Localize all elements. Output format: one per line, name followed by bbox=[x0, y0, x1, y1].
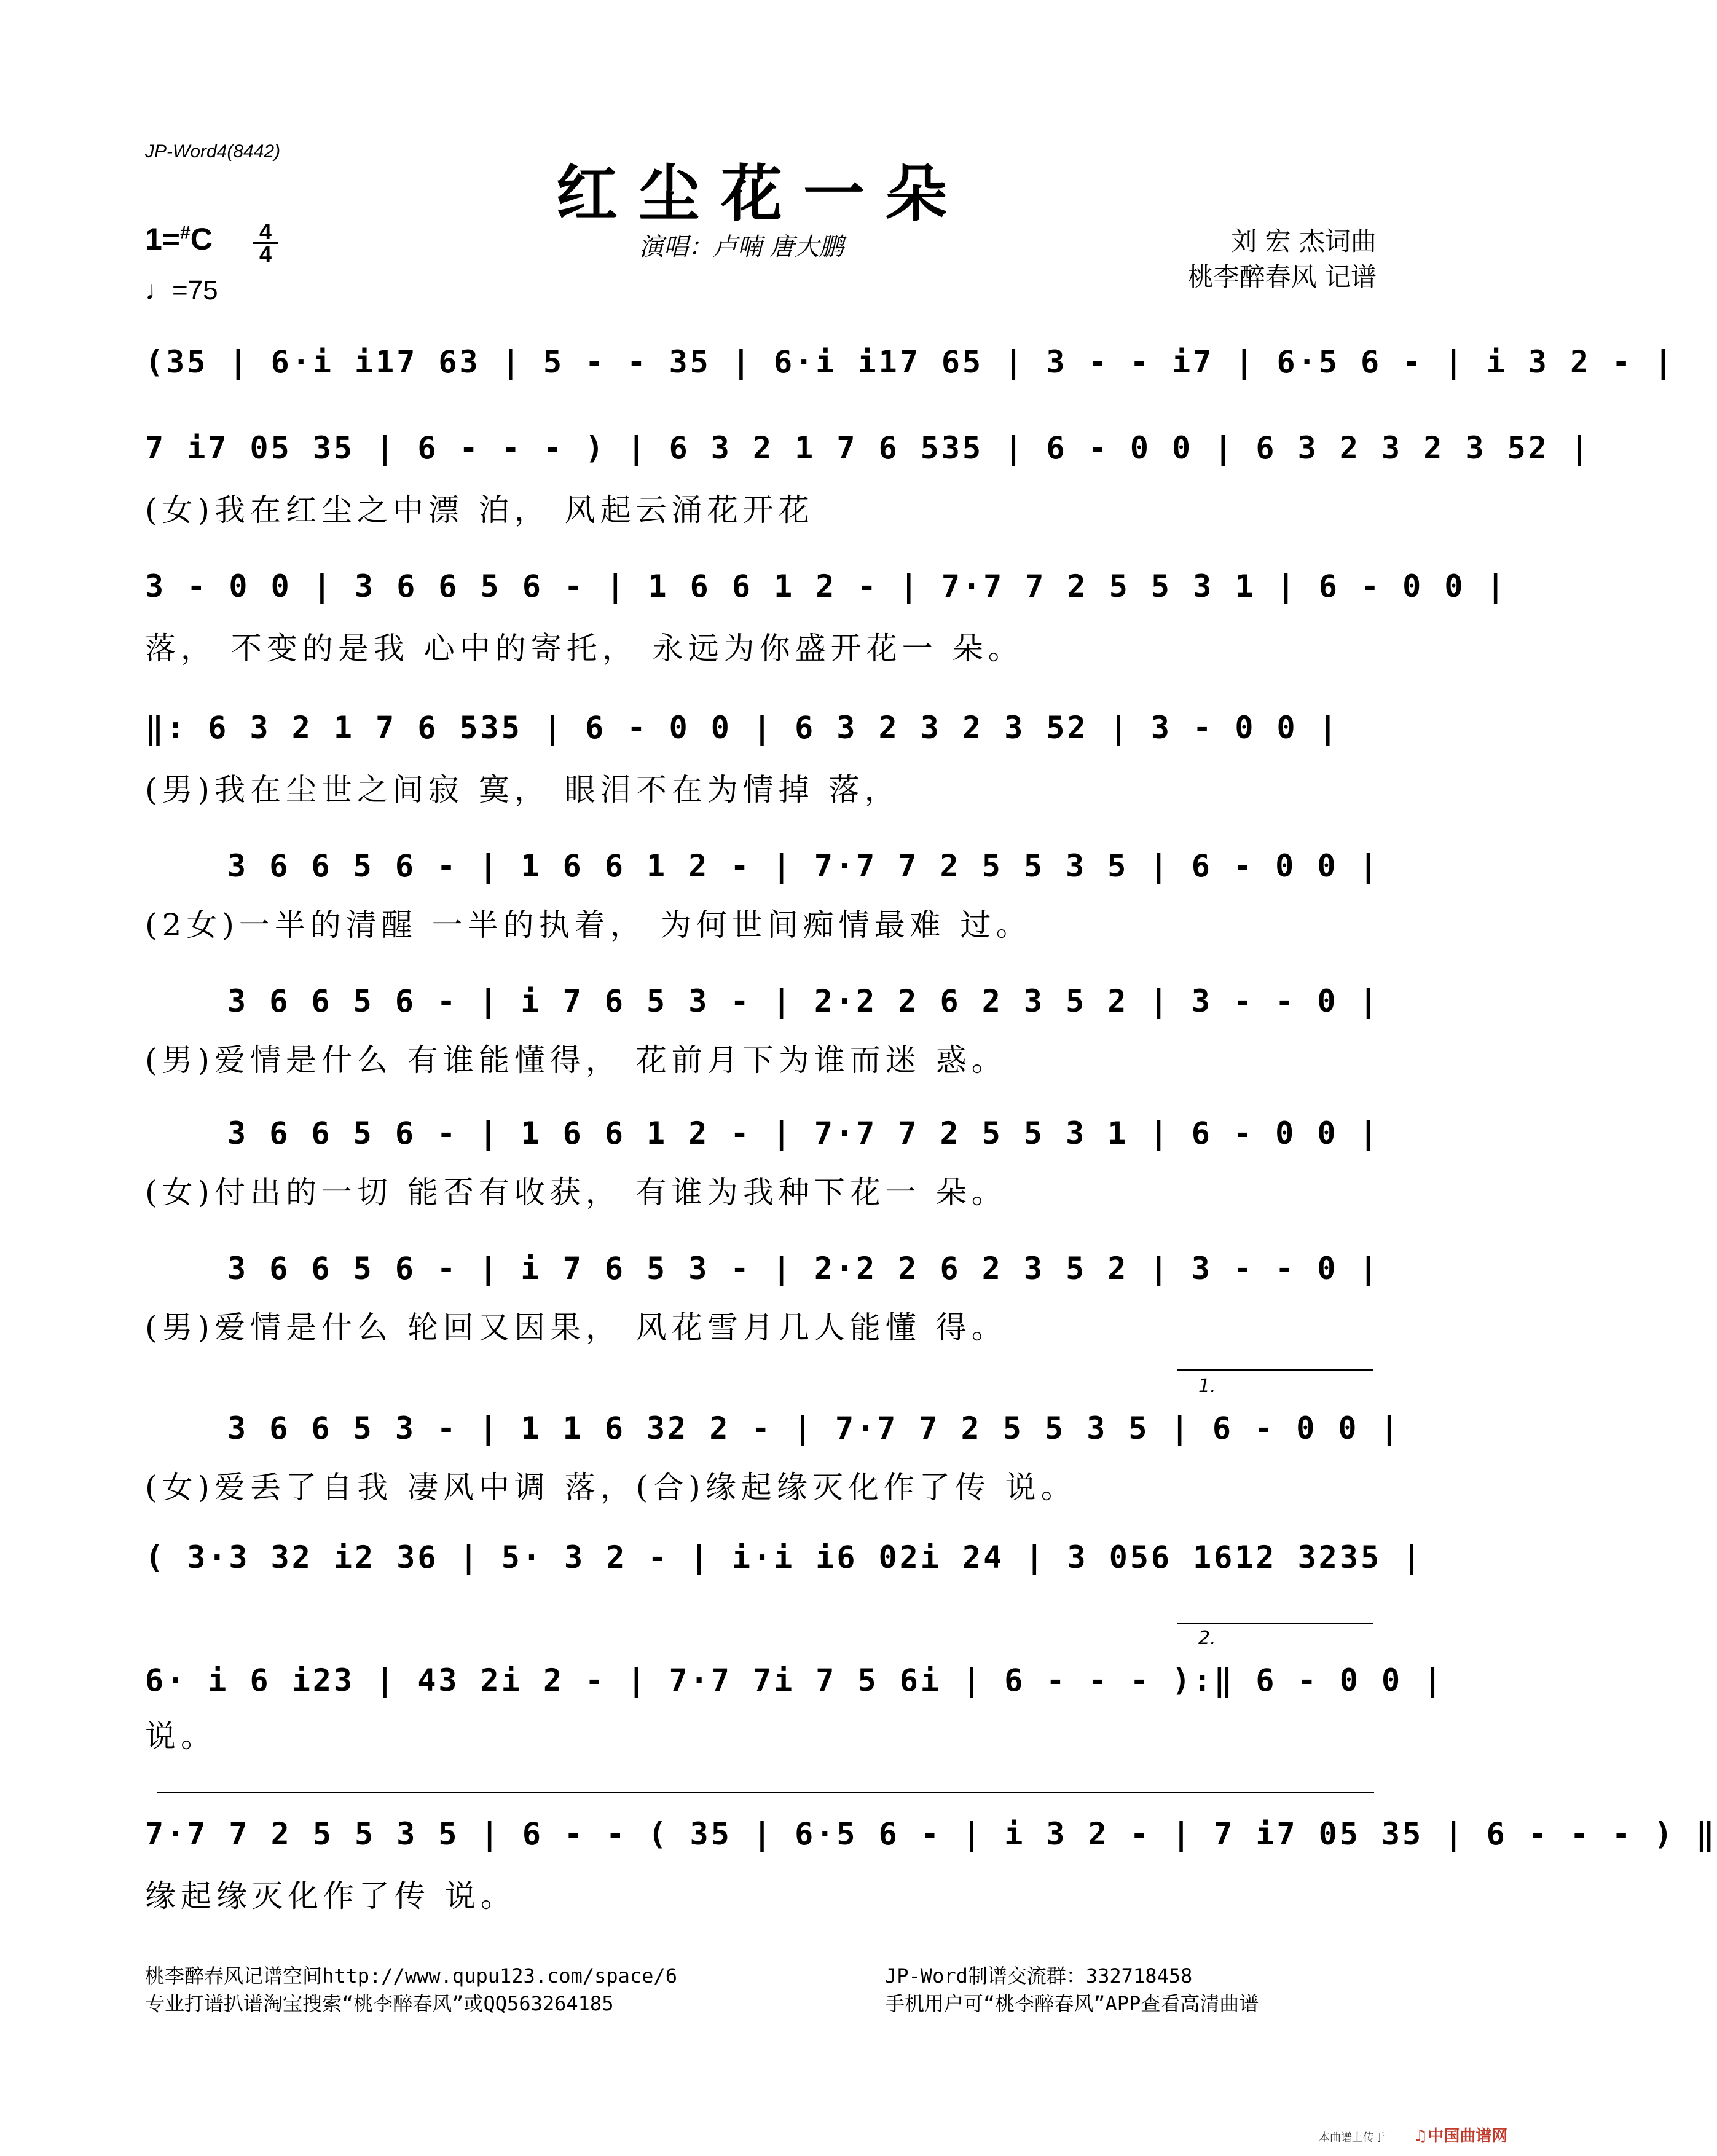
site-brand-logo bbox=[1413, 2123, 1507, 2146]
notation-line-9: 3 6 6 5 3 - | 1 1 6 32 2 - | 7·7 7 2 5 5 3 5 | 6 - 0 0 | bbox=[227, 1410, 1401, 1446]
volta-2-bracket bbox=[1177, 1623, 1373, 1624]
lyric-line-4: (男)我在尘世之间寂 寞， 眼泪不在为情掉 落， bbox=[145, 772, 900, 808]
lyric-line-11: 说。 bbox=[145, 1718, 216, 1754]
music-note-icon: ♫ bbox=[1413, 2127, 1428, 2146]
notation-line-2: 7 i7 05 35 | 6 - - - ) | 6 3 2 1 7 6 535 | 6 - 0 0 | 6 3 2 3 2 3 52 | bbox=[145, 430, 1592, 466]
site-brand-text: 中国曲谱网 bbox=[1428, 2127, 1508, 2146]
notation-line-6: 3 6 6 5 6 - | i 7 6 5 3 - | 2·2 2 6 2 3 5 2 | 3 - - 0 | bbox=[227, 983, 1380, 1019]
singers: 演唱：卢喃 唐大鹏 bbox=[639, 233, 844, 261]
notation-line-1: (35 | 6·i i17 63 | 5 - - 35 | 6·i i17 65 | 3 - - i7 | 6·5 6 - | i 3 2 - | bbox=[145, 344, 1675, 380]
time-signature bbox=[253, 221, 278, 265]
key-letter: C bbox=[190, 222, 213, 256]
footer-right-line-1: JP-Word制谱交流群：332718458 bbox=[885, 1964, 1193, 1988]
footer-left-line-1: 桃李醉春风记谱空间http://www.qupu123.com/space/6 bbox=[145, 1964, 677, 1988]
notation-line-11: 6· i 6 i23 | 43 2i 2 - | 7·7 7i 7 5 6i | 6 - - - ):‖ 6 - 0 0 | bbox=[145, 1662, 1445, 1698]
footer-right-line-2: 手机用户可“桃李醉春风”APP查看高清曲谱 bbox=[885, 1992, 1259, 2015]
notation-line-4: ‖: 6 3 2 1 7 6 535 | 6 - 0 0 | 6 3 2 3 2 3 52 | 3 - 0 0 | bbox=[145, 710, 1340, 746]
coda-bracket bbox=[157, 1792, 1374, 1793]
key-prefix: 1= bbox=[145, 222, 181, 256]
transcriber: 桃李醉春风 记谱 bbox=[1187, 262, 1377, 292]
notation-line-8: 3 6 6 5 6 - | i 7 6 5 3 - | 2·2 2 6 2 3 5 2 | 3 - - 0 | bbox=[227, 1251, 1380, 1286]
sharp-sign: # bbox=[180, 222, 191, 243]
lyricist-composer: 刘 宏 杰词曲 bbox=[1231, 226, 1377, 256]
time-signature-bottom: 4 bbox=[253, 242, 278, 265]
lyric-line-7: (女)付出的一切 能否有收获， 有谁为我种下花一 朵。 bbox=[145, 1174, 1007, 1210]
song-title: 红尘花一朵 bbox=[556, 157, 968, 230]
lyric-line-5: (2女)一半的清醒 一半的执着， 为何世间痴情最难 过。 bbox=[145, 907, 1032, 943]
lyric-line-2: (女)我在红尘之中漂 泊， 风起云涌花开花 bbox=[145, 492, 814, 528]
software-tag: JP-Word4(8442) bbox=[145, 141, 281, 162]
volta-1-bracket bbox=[1177, 1369, 1373, 1371]
notation-line-3: 3 - 0 0 | 3 6 6 5 6 - | 1 6 6 1 2 - | 7·7 7 2 5 5 3 1 | 6 - 0 0 | bbox=[145, 569, 1507, 604]
lyric-line-9: (女)爱丢了自我 凄风中调 落，(合)缘起缘灭化作了传 说。 bbox=[145, 1469, 1077, 1505]
footer-left-line-2: 专业打谱扒谱淘宝搜索“桃李醉春风”或QQ563264185 bbox=[145, 1992, 614, 2015]
notation-line-5: 3 6 6 5 6 - | 1 6 6 1 2 - | 7·7 7 2 5 5 3 5 | 6 - 0 0 | bbox=[227, 848, 1380, 884]
tempo-marking: ♩=75 bbox=[145, 275, 218, 305]
key-signature bbox=[145, 221, 213, 257]
lyric-line-3: 落， 不变的是我 心中的寄托， 永远为你盛开花一 朵。 bbox=[145, 631, 1024, 666]
lyric-line-12: 缘起缘灭化作了传 说。 bbox=[145, 1878, 516, 1914]
upload-note: 本曲谱上传于 bbox=[1319, 2131, 1385, 2144]
notation-line-7: 3 6 6 5 6 - | 1 6 6 1 2 - | 7·7 7 2 5 5 3 1 | 6 - 0 0 | bbox=[227, 1115, 1380, 1151]
lyric-line-6: (男)爱情是什么 有谁能懂得， 花前月下为谁而迷 惑。 bbox=[145, 1042, 1007, 1078]
volta-2-label: 2. bbox=[1198, 1627, 1216, 1649]
volta-1-label: 1. bbox=[1198, 1375, 1216, 1397]
notation-line-10: ( 3·3 32 i2 36 | 5· 3 2 - | i·i i6 02i 24 | 3 056 1612 3235 | bbox=[145, 1540, 1424, 1575]
notation-line-12: 7·7 7 2 5 5 3 5 | 6 - - ( 35 | 6·5 6 - | i 3 2 - | 7 i7 05 35 | 6 - - - ) ‖ bbox=[145, 1816, 1717, 1852]
lyric-line-8: (男)爱情是什么 轮回又因果， 风花雪月几人能懂 得。 bbox=[145, 1310, 1007, 1345]
time-signature-top: 4 bbox=[259, 219, 272, 244]
